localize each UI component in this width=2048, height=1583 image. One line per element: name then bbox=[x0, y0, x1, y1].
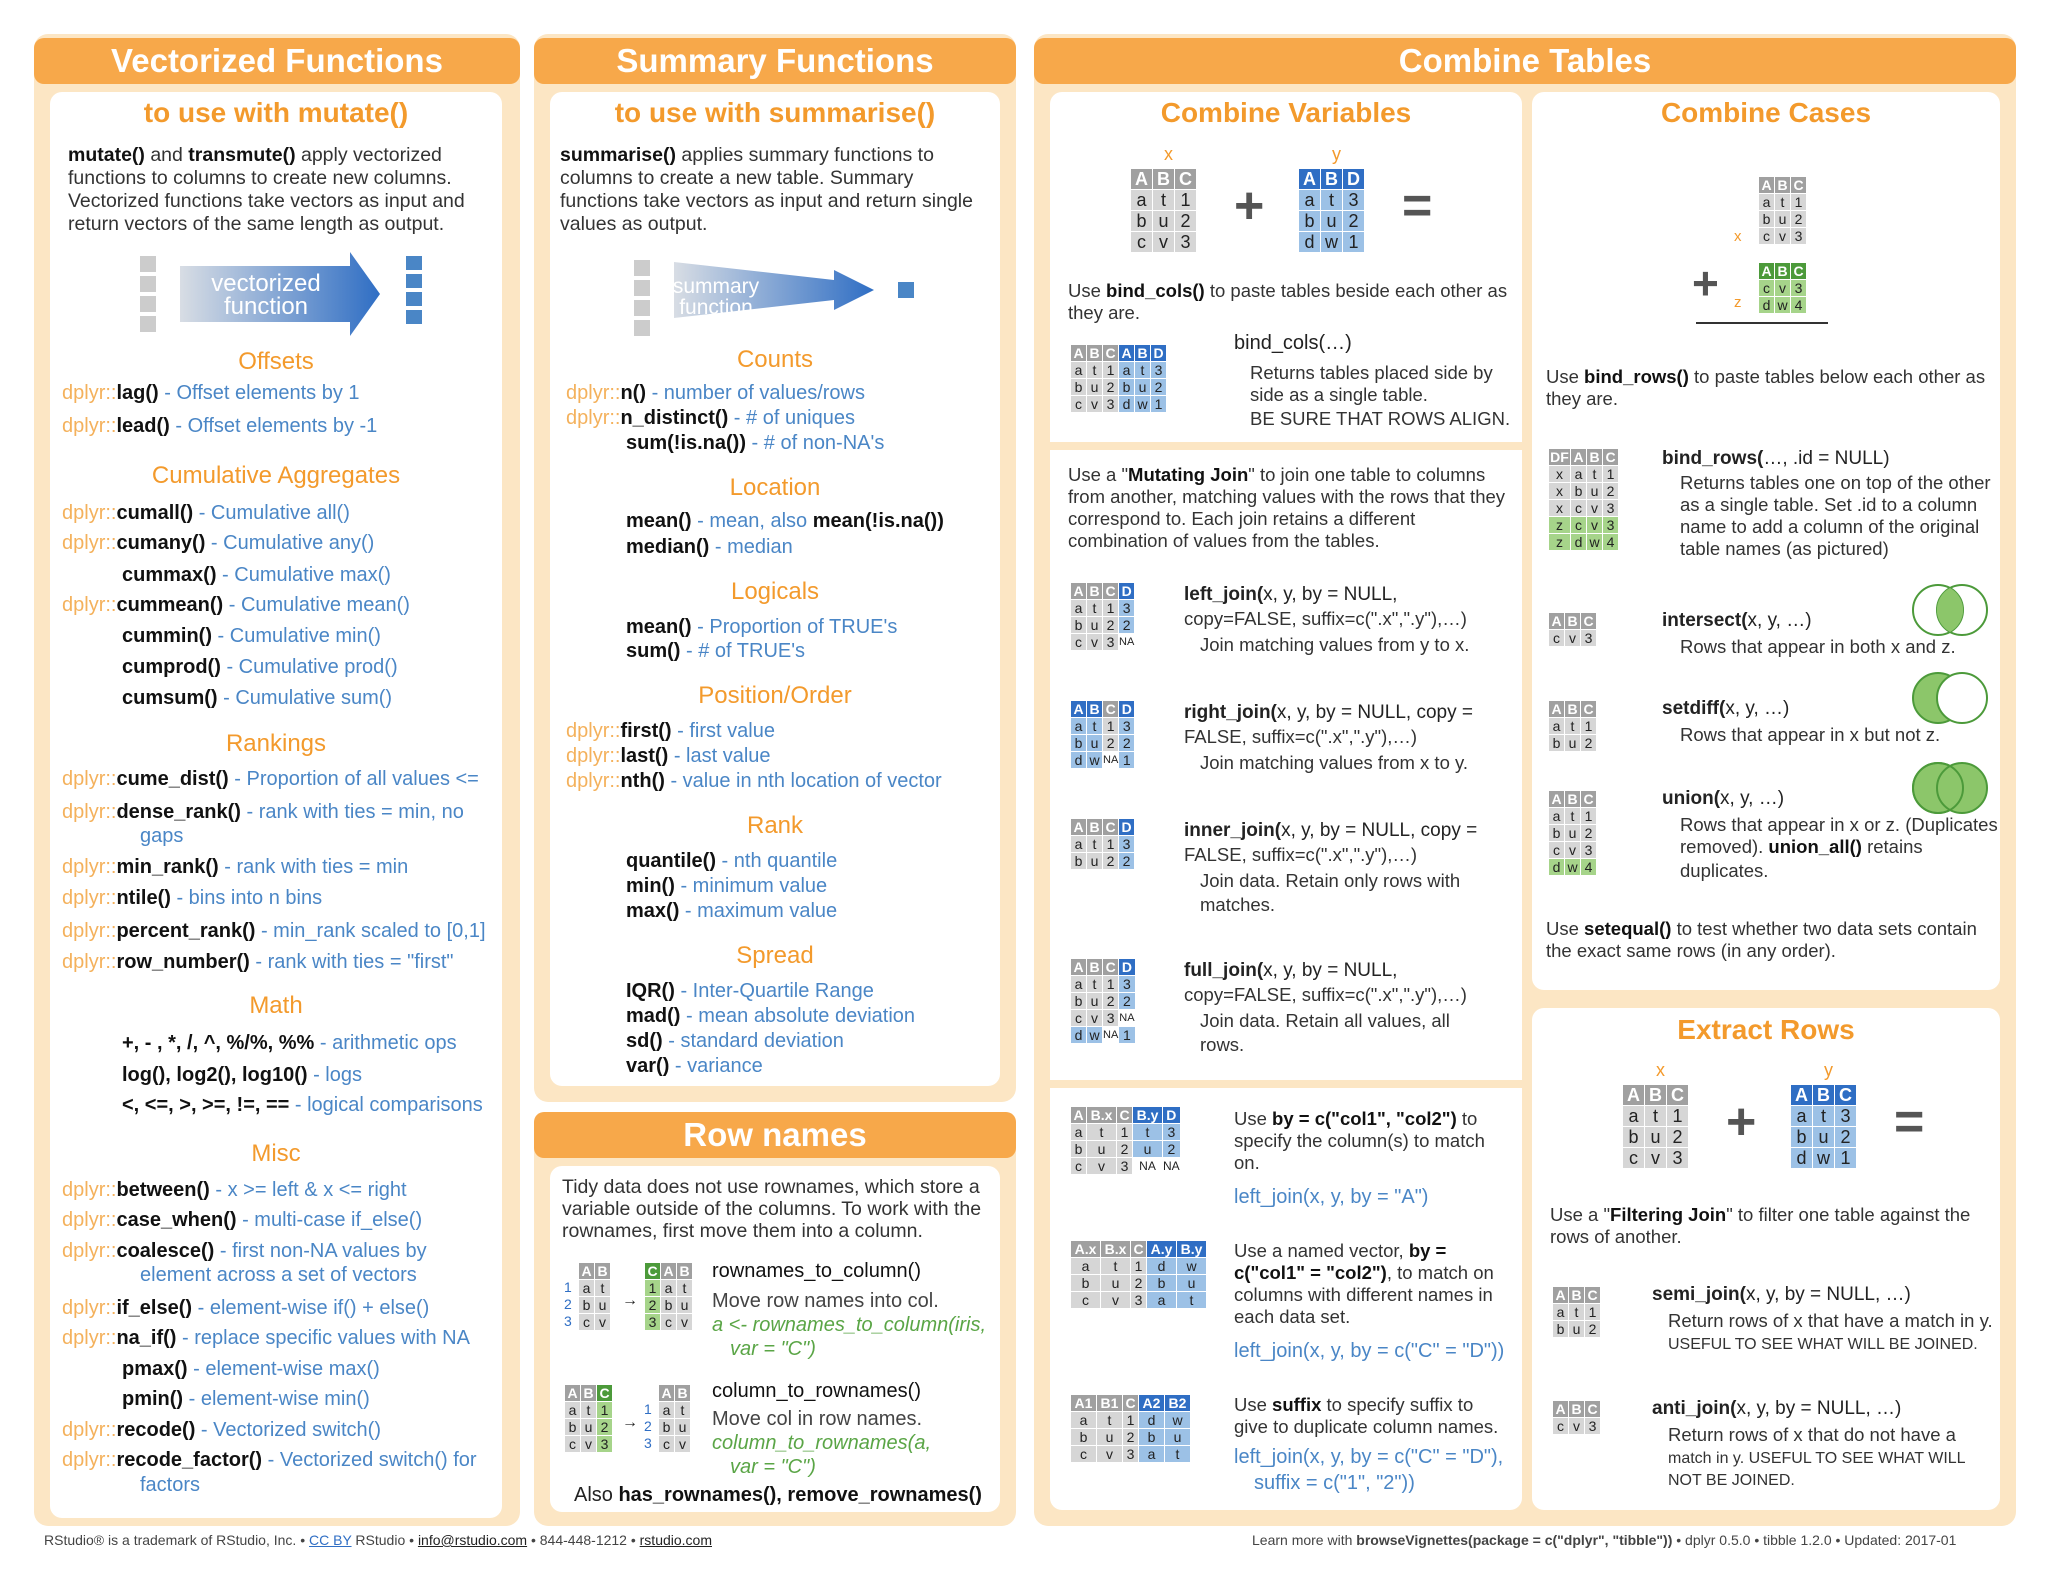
column-to-rownames-ex2: var = "C") bbox=[730, 1456, 816, 1478]
cummean-row: dplyr::cummean() - Cumulative mean() bbox=[62, 594, 410, 616]
coalesce-row: dplyr::coalesce() - first non-NA values by bbox=[62, 1240, 427, 1262]
rownames-grid-1: A B a t b u c v bbox=[578, 1262, 611, 1331]
n-distinct-row: dplyr::n_distinct() - # of uniques bbox=[566, 407, 855, 429]
rownames-card: Tidy data does not use rownames, which store a variable outside of the columns. To work with the rownames, first move them into a column. 1 2 3 A B a t b u c v → C A B 1 a t 2 b u 3 c v rownames_to_column() Move row names into col. a <- rownames_to_column(iris, var = "C") A B C a t 1 b u 2 c v 3 → 1 2 3 A B a t b u c v column_to_rownames() Move col in row names. column_to_rownames(a, var = "C") Also has_rownames(), remove_rownames() bbox=[550, 1166, 1000, 1512]
anti-join-desc2: match in y. USEFUL TO SEE WHAT WILL bbox=[1668, 1450, 1966, 1467]
extract-rows-card bbox=[1532, 1008, 2000, 1510]
cummin-row: cummin() - Cumulative min() bbox=[122, 625, 381, 647]
rankings-title: Rankings bbox=[225, 730, 327, 757]
union-fn: union(x, y, …) bbox=[1662, 788, 1785, 809]
rownames-grid-2: C A B 1 a t 2 b u 3 c v bbox=[644, 1262, 693, 1331]
bind-rows-text: Use bind_rows() to paste tables below each other as they are. bbox=[1546, 366, 1986, 409]
var-row: var() - variance bbox=[626, 1055, 763, 1077]
extract-rows-title: Extract Rows bbox=[1677, 1014, 1855, 1045]
sum-logical-row: sum() - # of TRUE's bbox=[626, 640, 806, 662]
rownames-to-column-ex2: var = "C") bbox=[730, 1338, 816, 1360]
mean-row: mean() - mean, also mean(!is.na()) bbox=[626, 510, 944, 532]
right-join-desc: Join matching values from x to y. bbox=[1200, 752, 1469, 773]
email-link[interactable]: info@rstudio.com bbox=[417, 1532, 528, 1548]
full-join-table: A B C D a t 1 3 b u 2 2 c v 3 NA d w NA 1 bbox=[1070, 958, 1136, 1044]
by-example-3a: left_join(x, y, by = c("C" = "D"), bbox=[1234, 1446, 1504, 1468]
right-join-args: FALSE, suffix=c(".x",".y"),…) bbox=[1184, 726, 1418, 747]
inner-join-table: A B C D a t 1 3 b u 2 2 bbox=[1070, 818, 1135, 870]
last-row: dplyr::last() - last value bbox=[566, 745, 771, 767]
by-example-3b: suffix = c("1", "2")) bbox=[1254, 1472, 1415, 1494]
between-row: dplyr::between() - x >= left & x <= right bbox=[62, 1179, 407, 1201]
min-rank-row: dplyr::min_rank() - rank with ties = min bbox=[62, 856, 409, 878]
divider-2 bbox=[1050, 1080, 1522, 1088]
by-table-3: A1 B1 C A2 B2 a t 1 d w b u 2 b u c v 3 a t bbox=[1070, 1394, 1191, 1463]
rownames-to-column-desc: Move row names into col. bbox=[712, 1290, 939, 1312]
percent-rank-row: dplyr::percent_rank() - min_rank scaled to [0,1] bbox=[62, 920, 486, 942]
setdiff-table: A B C a t 1 b u 2 bbox=[1548, 700, 1597, 752]
logs-row: log(), log2(), log10() - logs bbox=[122, 1064, 362, 1086]
rownames-header: Row names bbox=[534, 1112, 1016, 1158]
sum-not-na-row: sum(!is.na()) - # of non-NA's bbox=[626, 432, 885, 454]
nth-row: dplyr::nth() - value in nth location of vector bbox=[566, 770, 942, 792]
by-example-2: left_join(x, y, by = c("C" = "D")) bbox=[1234, 1340, 1505, 1362]
full-join-desc: Join data. Retain all values, all bbox=[1200, 1010, 1450, 1031]
first-row: dplyr::first() - first value bbox=[566, 720, 775, 742]
if-else-row: dplyr::if_else() - element-wise if() + else() bbox=[62, 1297, 430, 1319]
cases-z-table: A B C c v 3 d w 4 bbox=[1758, 262, 1807, 314]
anti-join-desc3: NOT BE JOINED. bbox=[1668, 1472, 1795, 1489]
intersect-fn: intersect(x, y, …) bbox=[1662, 610, 1812, 631]
spread-title: Spread bbox=[736, 942, 814, 969]
summary-header: Summary Functions bbox=[534, 38, 1016, 84]
bind-cols-text: Use bind_cols() to paste tables beside each other as they are. bbox=[1068, 280, 1508, 323]
max-row: max() - maximum value bbox=[626, 900, 838, 922]
rank-title: Rank bbox=[746, 812, 804, 839]
dense-rank-row-cont: gaps bbox=[140, 825, 184, 847]
plus-icon: + bbox=[1234, 177, 1265, 235]
rownames-to-column-ex1: a <- rownames_to_column(iris, bbox=[712, 1314, 986, 1336]
logical-row: <, <=, >, >=, !=, == - logical comparisons bbox=[122, 1094, 483, 1116]
vectorized-card bbox=[50, 92, 502, 1518]
inner-join-desc2: matches. bbox=[1200, 894, 1276, 915]
summary-subtitle: to use with summarise() bbox=[614, 97, 936, 128]
extract-equals-icon: = bbox=[1894, 1093, 1925, 1151]
cumall-row: dplyr::cumall() - Cumulative all() bbox=[62, 502, 350, 524]
right-join-table: A B C D a t 1 3 b u 2 2 d w NA 1 bbox=[1070, 700, 1135, 769]
extract-plus-icon: + bbox=[1726, 1093, 1757, 1151]
mutating-join-text: Use a "Mutating Join" to join one table to columns from another, matching values with the rows that they correspond to. Each join retains a different combination of values from the tables. bbox=[1068, 464, 1506, 551]
math-title: Math bbox=[249, 992, 303, 1019]
combine-cases-title: Combine Cases bbox=[1660, 97, 1872, 128]
summary-diagram-label: summary function bbox=[672, 275, 760, 319]
anti-join-fn: anti_join(x, y, by = NULL, …) bbox=[1652, 1398, 1902, 1419]
union-desc2: removed). union_all() retains bbox=[1680, 836, 1923, 857]
by-text-1: Use by = c("col1", "col2") to specify the column(s) to match on. bbox=[1234, 1108, 1485, 1173]
summary-intro: summarise() applies summary functions to columns to create a new table. Summary functions take vectors as input and return single values as output. bbox=[560, 144, 973, 235]
inner-join-args: FALSE, suffix=c(".x",".y"),…) bbox=[1184, 844, 1418, 865]
vectorized-header: Vectorized Functions bbox=[34, 38, 520, 84]
na-if-row: dplyr::na_if() - replace specific values with NA bbox=[62, 1327, 470, 1349]
cases-x-label: x bbox=[1734, 228, 1742, 245]
quantile-row: quantile() - nth quantile bbox=[626, 850, 838, 872]
recode-factor-row-cont: factors bbox=[140, 1474, 201, 1496]
column-to-rownames-ex1: column_to_rownames(a, bbox=[712, 1432, 931, 1454]
cases-x-table: A B C a t 1 b u 2 c v 3 bbox=[1758, 176, 1807, 245]
vectorized-intro: mutate() and transmute() apply vectorized functions to columns to create new columns. Vectorized functions take vectors as input and return vectors of the same length as output. bbox=[68, 144, 465, 235]
union-desc1: Rows that appear in x or z. (Duplicates bbox=[1680, 814, 1998, 835]
full-join-fn: full_join(x, y, by = NULL, bbox=[1184, 960, 1398, 981]
intersect-desc: Rows that appear in both x and z. bbox=[1680, 636, 1956, 657]
full-join-args: copy=FALSE, suffix=c(".x",".y"),…) bbox=[1184, 984, 1467, 1005]
semi-join-fn: semi_join(x, y, by = NULL, …) bbox=[1652, 1284, 1911, 1305]
cumprod-row: cumprod() - Cumulative prod() bbox=[122, 656, 398, 678]
combine-variables-title: Combine Variables bbox=[1160, 97, 1412, 128]
semi-join-desc2: USEFUL TO SEE WHAT WILL BE JOINED. bbox=[1668, 1336, 1978, 1353]
cumsum-row: cumsum() - Cumulative sum() bbox=[122, 687, 393, 709]
full-join-desc2: rows. bbox=[1200, 1034, 1245, 1055]
summary-card bbox=[550, 92, 1000, 1086]
left-join-fn: left_join(x, y, by = NULL, bbox=[1184, 584, 1398, 605]
vectorized-diagram-label: vectorized function bbox=[211, 270, 321, 320]
sd-row: sd() - standard deviation bbox=[626, 1030, 844, 1052]
counts-title: Counts bbox=[736, 346, 814, 373]
by-table-1: A B.x C B.y D a t 1 t 3 b u 2 u 2 c v 3 NA NA bbox=[1070, 1106, 1181, 1175]
ntile-row: dplyr::ntile() - bins into n bins bbox=[62, 887, 323, 909]
n-row: dplyr::n() - number of values/rows bbox=[566, 382, 865, 404]
semi-join-desc1: Return rows of x that have a match in y. bbox=[1668, 1310, 1993, 1331]
column-to-rownames-fn: column_to_rownames() bbox=[712, 1380, 921, 1402]
pmin-row: pmin() - element-wise min() bbox=[122, 1388, 370, 1410]
x-table: A B C a t 1 b u 2 c v 3 bbox=[1130, 168, 1197, 253]
cases-underline bbox=[1696, 322, 1828, 324]
cummax-row: cummax() - Cumulative max() bbox=[122, 564, 391, 586]
arith-row: +, - , *, /, ^, %/%, %% - arithmetic ops bbox=[122, 1032, 457, 1054]
cc-by-link[interactable]: CC BY bbox=[309, 1532, 352, 1548]
setdiff-desc: Rows that appear in x but not z. bbox=[1680, 724, 1941, 745]
rownames-to-column-fn: rownames_to_column() bbox=[712, 1260, 921, 1282]
combine-header: Combine Tables bbox=[1034, 38, 2016, 84]
mean-logical-row: mean() - Proportion of TRUE's bbox=[626, 616, 898, 638]
cumany-row: dplyr::cumany() - Cumulative any() bbox=[62, 532, 375, 554]
column-to-rownames-desc: Move col in row names. bbox=[712, 1408, 923, 1430]
intersect-venn-icon bbox=[1910, 582, 1990, 638]
website-link[interactable]: rstudio.com bbox=[639, 1532, 712, 1548]
anti-join-table: A B C c v 3 bbox=[1552, 1400, 1601, 1435]
extract-y-label: y bbox=[1824, 1060, 1833, 1080]
cume-dist-row: dplyr::cume_dist() - Proportion of all values <= bbox=[62, 768, 479, 790]
vectorized-subtitle: to use with mutate() bbox=[143, 97, 409, 128]
bind-cols-desc1: Returns tables placed side by bbox=[1250, 362, 1493, 383]
lead-row: dplyr::lead() - Offset elements by -1 bbox=[62, 415, 378, 437]
y-label: y bbox=[1332, 144, 1341, 164]
left-join-table: A B C D a t 1 3 b u 2 2 c v 3 NA bbox=[1070, 582, 1135, 651]
inner-join-desc: Join data. Retain only rows with bbox=[1200, 870, 1461, 891]
by-text-3: Use suffix to specify suffix to give to duplicate column names. bbox=[1234, 1394, 1499, 1437]
by-table-2: A.x B.x C A.y B.y a t 1 d w b u 2 b u c v 3 a t bbox=[1070, 1240, 1207, 1309]
cases-z-label: z bbox=[1734, 294, 1742, 311]
setequal-text: Use setequal() to test whether two data sets contain the exact same rows (in any order). bbox=[1546, 918, 1977, 961]
by-text-2: Use a named vector, by = c("col1" = "col2"), to match on columns with different names in each data set. bbox=[1234, 1240, 1494, 1327]
pmax-row: pmax() - element-wise max() bbox=[122, 1358, 380, 1380]
min-row: min() - minimum value bbox=[626, 875, 828, 897]
divider-1 bbox=[1050, 442, 1522, 450]
x-label: x bbox=[1164, 144, 1173, 164]
inner-join-fn: inner_join(x, y, by = NULL, copy = bbox=[1184, 820, 1478, 841]
arrow-icon-2: → bbox=[622, 1414, 638, 1431]
bind-cols-fn: bind_cols(…) bbox=[1234, 332, 1352, 354]
offsets-title: Offsets bbox=[238, 348, 314, 375]
dense-rank-row: dplyr::dense_rank() - rank with ties = min, no bbox=[62, 801, 464, 823]
anti-join-desc1: Return rows of x that do not have a bbox=[1668, 1424, 1956, 1445]
misc-title: Misc bbox=[251, 1140, 301, 1167]
equals-icon: = bbox=[1402, 177, 1433, 235]
bind-cols-table: A B C A B D a t 1 a t 3 b u 2 b u 2 c v 3 d w 1 bbox=[1070, 344, 1167, 413]
arrow-icon: → bbox=[622, 1292, 638, 1309]
position-title: Position/Order bbox=[698, 682, 852, 709]
median-row: median() - median bbox=[626, 536, 793, 558]
mad-row: mad() - mean absolute deviation bbox=[626, 1005, 916, 1027]
union-desc3: duplicates. bbox=[1680, 860, 1769, 881]
left-join-desc: Join matching values from y to x. bbox=[1200, 634, 1470, 655]
recode-factor-row: dplyr::recode_factor() - Vectorized switch() for bbox=[62, 1449, 477, 1471]
lag-row: dplyr::lag() - Offset elements by 1 bbox=[62, 382, 360, 404]
extract-x-label: x bbox=[1656, 1060, 1665, 1080]
rownames-grid-4: A B a t b u c v bbox=[658, 1384, 691, 1453]
right-join-fn: right_join(x, y, by = NULL, copy = bbox=[1184, 702, 1473, 723]
bind-rows-table: DF A B C x a t 1 x b u 2 x c v 3 z c v 3 z d w 4 bbox=[1548, 448, 1619, 551]
row-number-row: dplyr::row_number() - rank with ties = "first" bbox=[62, 951, 454, 973]
filtering-join-text: Use a "Filtering Join" to filter one table against the rows of another. bbox=[1550, 1204, 1971, 1247]
setdiff-venn-icon bbox=[1910, 670, 1990, 726]
combine-cases-card bbox=[1532, 92, 2000, 990]
location-title: Location bbox=[729, 474, 821, 501]
also-rownames: Also has_rownames(), remove_rownames() bbox=[574, 1484, 982, 1506]
semi-join-table: A B C a t 1 b u 2 bbox=[1552, 1286, 1601, 1338]
bind-rows-desc: Returns tables one on top of the other as a single table. Set .id to a column name to add a column of the original table names (as pictured) bbox=[1680, 472, 1991, 559]
left-join-args: copy=FALSE, suffix=c(".x",".y"),…) bbox=[1184, 608, 1467, 629]
union-venn-icon bbox=[1910, 760, 1990, 816]
intersect-table: A B C c v 3 bbox=[1548, 612, 1597, 647]
bind-cols-desc2: side as a single table. bbox=[1250, 384, 1428, 405]
rownames-grid-3: A B C a t 1 b u 2 c v 3 bbox=[564, 1384, 613, 1453]
logicals-title: Logicals bbox=[730, 578, 820, 605]
recode-row: dplyr::recode() - Vectorized switch() bbox=[62, 1419, 381, 1441]
case-when-row: dplyr::case_when() - multi-case if_else() bbox=[62, 1209, 423, 1231]
cases-plus-icon: + bbox=[1692, 257, 1719, 309]
cumulative-title: Cumulative Aggregates bbox=[151, 462, 401, 489]
coalesce-row-cont: element across a set of vectors bbox=[140, 1264, 417, 1286]
bind-cols-desc3: BE SURE THAT ROWS ALIGN. bbox=[1250, 408, 1511, 429]
footer-right: Learn more with browseVignettes(package = c("dplyr", "tibble")) • dplyr 0.5.0 • tibble 1.2.0 • Updated: 2017-01 bbox=[1252, 1532, 1957, 1548]
rownames-intro: Tidy data does not use rownames, which store a variable outside of the columns. To work with the rownames, first move them into a column. bbox=[562, 1176, 982, 1242]
by-example-1: left_join(x, y, by = "A") bbox=[1234, 1186, 1429, 1208]
setdiff-fn: setdiff(x, y, …) bbox=[1662, 698, 1790, 719]
union-table: A B C a t 1 b u 2 c v 3 d w 4 bbox=[1548, 790, 1597, 876]
extract-x-table: A B C a t 1 b u 2 c v 3 bbox=[1622, 1084, 1689, 1169]
y-table: A B D a t 3 b u 2 d w 1 bbox=[1298, 168, 1365, 253]
combine-variables-card bbox=[1050, 92, 1522, 1510]
extract-y-table: A B C a t 3 b u 2 d w 1 bbox=[1790, 1084, 1857, 1169]
footer-left: RStudio® is a trademark of RStudio, Inc. • CC BY RStudio • info@rstudio.com • 844-448-1212 • rstudio.com bbox=[44, 1532, 712, 1548]
bind-rows-fn: bind_rows(…, .id = NULL) bbox=[1662, 448, 1890, 469]
iqr-row: IQR() - Inter-Quartile Range bbox=[626, 980, 874, 1002]
